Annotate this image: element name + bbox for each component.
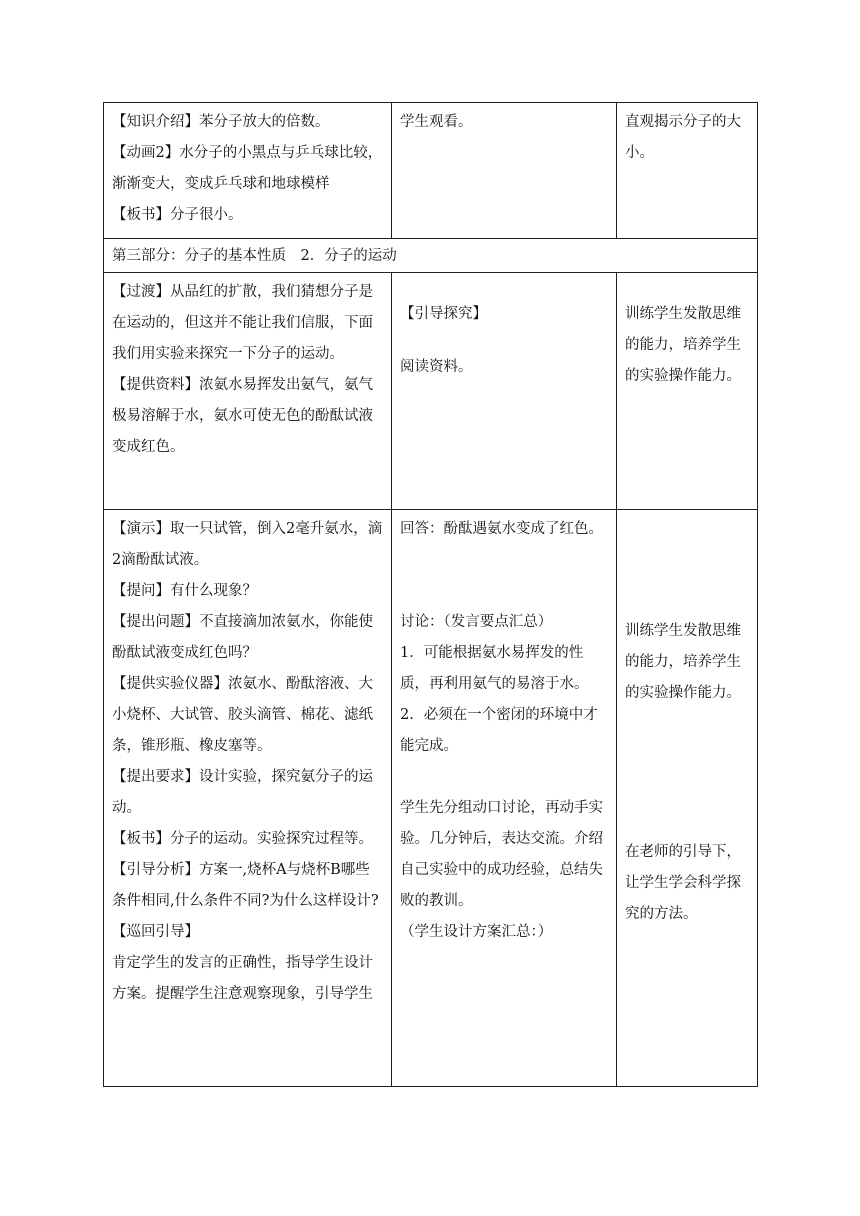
lesson-plan-table — [103, 102, 758, 1087]
paragraph: 【提供资料】浓氨水易挥发出氨气，氨气极易溶解于水，氨水可使无色的酚酞试液变成红色。 — [112, 377, 373, 455]
paragraph: 【提问】有什么现象？ — [112, 583, 257, 599]
section-heading: 第三部分：分子的基本性质 2．分子的运动 — [104, 239, 758, 273]
table-row — [104, 273, 758, 510]
paragraph: 【巡回引导】 — [112, 924, 199, 940]
paragraph: 肯定学生的发言的正确性，指导学生设计方案。提醒学生注意观察现象，引导学生 — [112, 955, 373, 1002]
paragraph: 训练学生发散思维的能力，培养学生的实验操作能力。 — [625, 623, 741, 701]
table-row — [104, 103, 758, 239]
paragraph: 【过渡】从品红的扩散，我们猜想分子是在运动的，但这并不能让我们信服，下面我们用实验来探究一下分子的运动。 — [112, 284, 373, 362]
paragraph: 【板书】分子的运动。实验探究过程等。 — [112, 831, 373, 847]
teacher-activity-cell — [104, 510, 392, 1087]
paragraph: 【提出要求】设计实验，探究氨分子的运动。 — [112, 769, 373, 816]
paragraph: 【板书】分子很小。 — [112, 207, 243, 223]
paragraph: 2．必须在一个密闭的环境中才能完成。 — [400, 707, 598, 754]
paragraph: 【引导探究】 — [400, 306, 487, 322]
paragraph: 1．可能根据氨水易挥发的性质，再利用氨气的易溶于水。 — [400, 645, 589, 692]
design-intent-cell — [617, 510, 758, 1087]
paragraph: 【知识介绍】苯分子放大的倍数。 — [112, 114, 330, 130]
student-activity-cell — [392, 273, 617, 510]
design-intent-cell — [617, 103, 758, 239]
paragraph: 学生观看。 — [400, 114, 473, 130]
student-activity-cell — [392, 510, 617, 1087]
paragraph: （学生设计方案汇总：） — [400, 924, 553, 940]
paragraph: 讨论：（发言要点汇总） — [400, 614, 553, 630]
paragraph: 【演示】取一只试管，倒入2毫升氨水，滴2滴酚酞试液。 — [112, 521, 383, 568]
paragraph: 直观揭示分子的大小。 — [625, 114, 741, 161]
paragraph: 【引导分析】方案一,烧杯A与烧杯B哪些条件相同,什么条件不同?为什么这样设计? — [112, 862, 379, 909]
paragraph: 阅读资料。 — [400, 359, 473, 375]
paragraph: 在老师的引导下，让学生学会科学探究的方法。 — [625, 844, 741, 922]
paragraph: 【提出问题】不直接滴加浓氨水，你能使酚酞试液变成红色吗？ — [112, 614, 373, 661]
section-row — [104, 239, 758, 273]
teacher-activity-cell — [104, 103, 392, 239]
student-activity-cell — [392, 103, 617, 239]
design-intent-cell — [617, 273, 758, 510]
table-row — [104, 510, 758, 1087]
paragraph: 【提供实验仪器】浓氨水、酚酞溶液、大小烧杯、大试管、胶头滴管、棉花、滤纸条，锥形瓶、橡皮塞等。 — [112, 676, 373, 754]
paragraph: 【动画2】水分子的小黑点与乒乓球比较，渐渐变大，变成乒乓球和地球模样 — [112, 145, 383, 192]
paragraph: 学生先分组动口讨论，再动手实验。几分钟后，表达交流。介绍自己实验中的成功经验，总结失败的教训。 — [400, 800, 603, 909]
teacher-activity-cell — [104, 273, 392, 510]
paragraph: 回答：酚酞遇氨水变成了红色。 — [400, 521, 603, 537]
paragraph: 训练学生发散思维的能力，培养学生的实验操作能力。 — [625, 306, 741, 384]
